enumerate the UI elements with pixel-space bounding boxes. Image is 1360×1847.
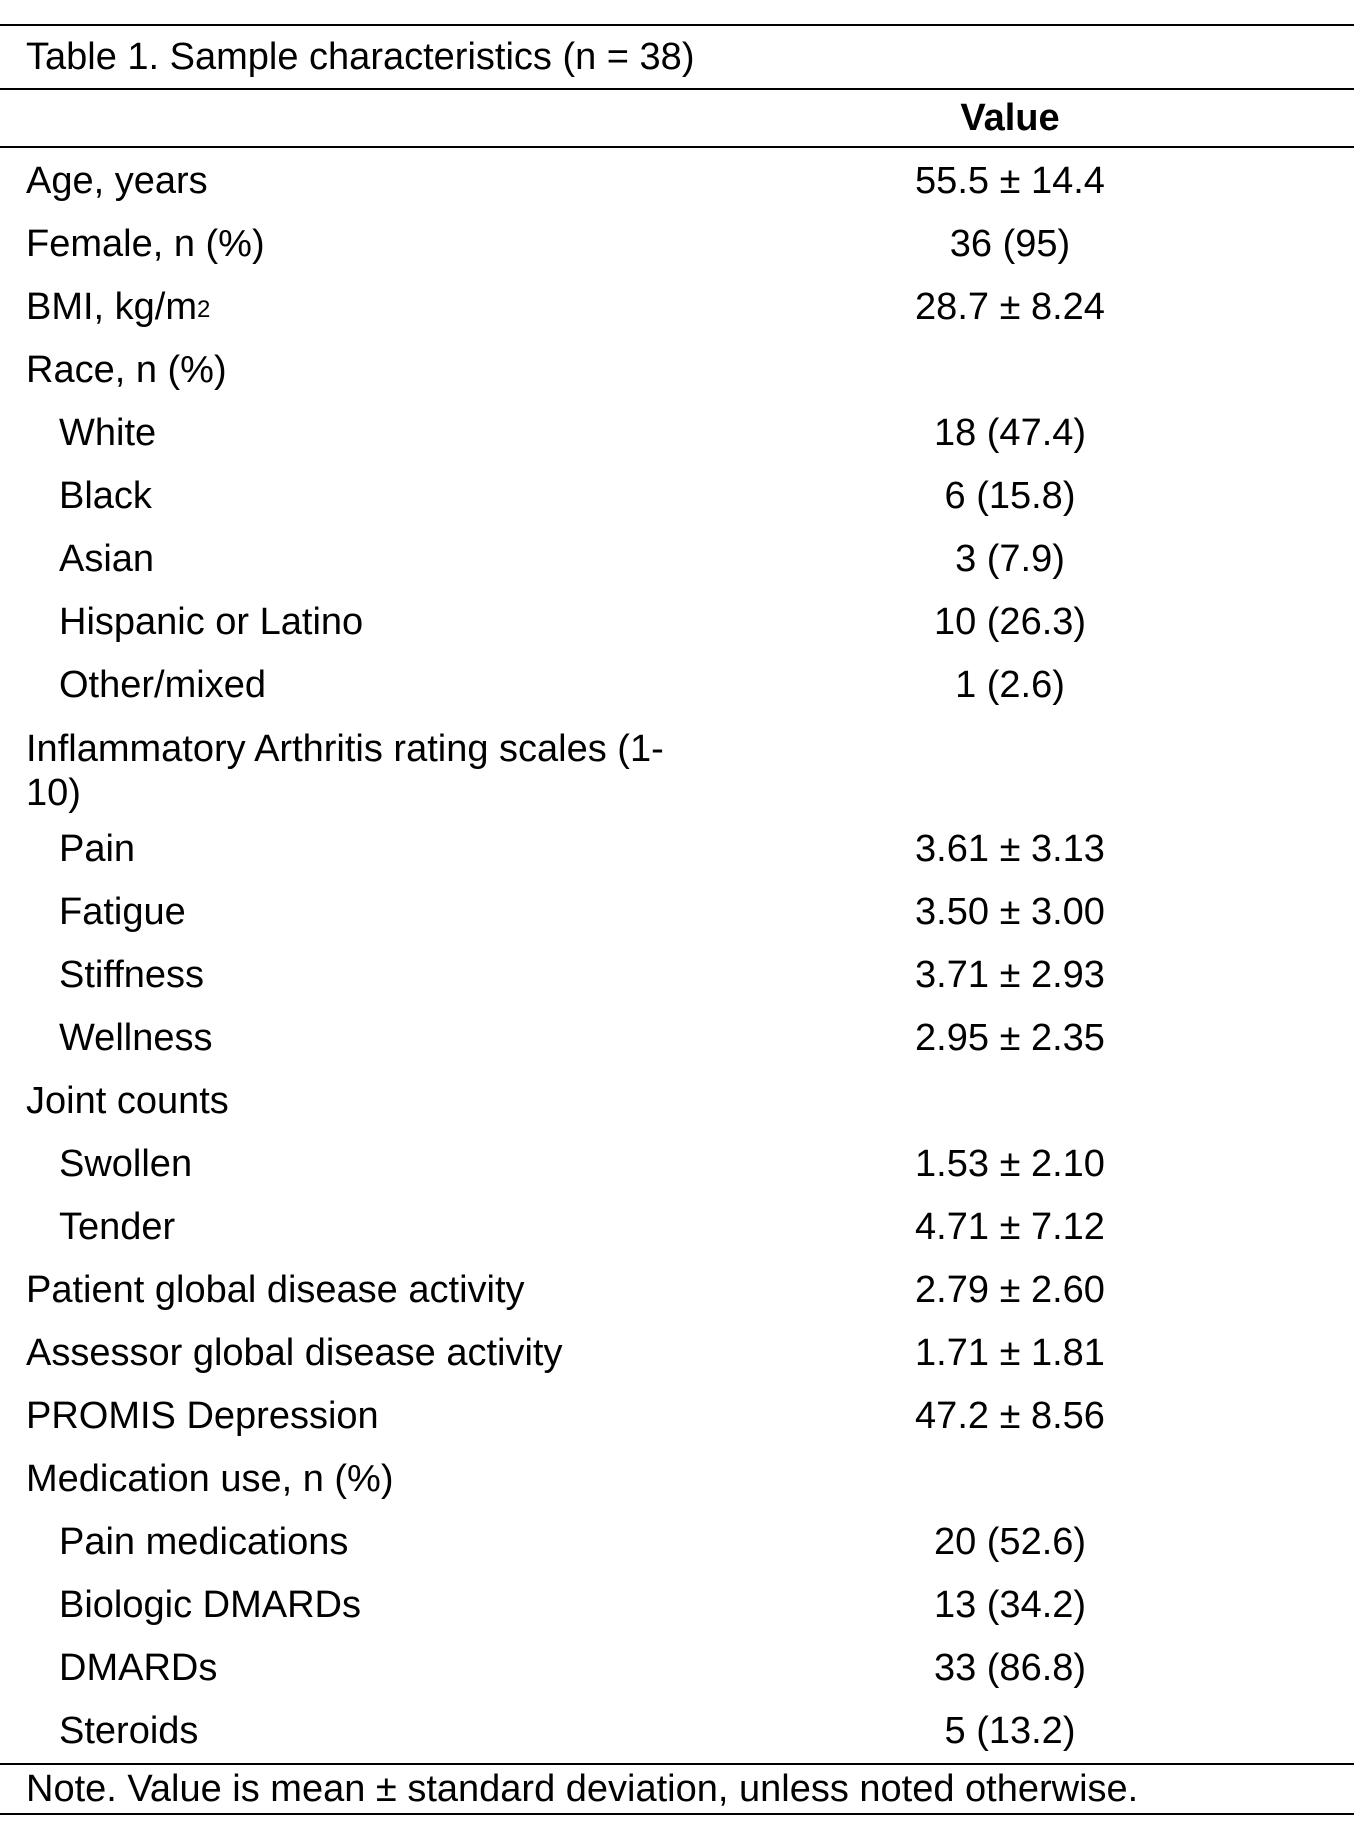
row-label: Asian bbox=[59, 538, 155, 580]
row-value: 33 (86.8) bbox=[933, 1647, 1087, 1689]
row-value: 47.2 ± 8.56 bbox=[915, 1395, 1105, 1437]
row-value: 3.61 ± 3.13 bbox=[915, 828, 1105, 870]
row-label: Joint counts bbox=[26, 1080, 229, 1122]
row-label: PROMIS Depression bbox=[26, 1395, 379, 1437]
row-label: Race, n (%) bbox=[26, 349, 227, 391]
row-label: Black bbox=[59, 475, 152, 517]
row-label: Hispanic or Latino bbox=[59, 601, 364, 643]
row-value: 2.79 ± 2.60 bbox=[915, 1269, 1105, 1311]
table-row bbox=[0, 1574, 1354, 1637]
table-note: Note. Value is mean ± standard deviation, unless noted otherwise. bbox=[26, 1768, 1139, 1810]
table-row bbox=[0, 276, 1354, 339]
row-value: 6 (15.8) bbox=[944, 475, 1076, 517]
table-row-group-header bbox=[0, 717, 1354, 818]
row-label: Steroids bbox=[59, 1710, 199, 1752]
table-row-group-header bbox=[0, 339, 1354, 402]
row-label: DMARDs bbox=[59, 1647, 218, 1689]
row-value: 1 (2.6) bbox=[955, 664, 1065, 706]
row-label: Wellness bbox=[59, 1017, 213, 1059]
row-value: 20 (52.6) bbox=[933, 1521, 1087, 1563]
table-row bbox=[0, 1133, 1354, 1196]
table-row bbox=[0, 1700, 1354, 1763]
row-value: 1.71 ± 1.81 bbox=[915, 1332, 1105, 1374]
row-value: 3.50 ± 3.00 bbox=[915, 891, 1105, 933]
row-value: 36 (95) bbox=[949, 223, 1071, 265]
row-label: Medication use, n (%) bbox=[26, 1458, 394, 1500]
table-header-row bbox=[0, 90, 1354, 146]
row-label: Pain medications bbox=[59, 1521, 349, 1563]
row-label: Fatigue bbox=[59, 891, 186, 933]
row-value: 3 (7.9) bbox=[955, 538, 1065, 580]
row-value: 5 (13.2) bbox=[944, 1710, 1076, 1752]
row-value: 28.7 ± 8.24 bbox=[915, 286, 1105, 328]
row-label: Female, n (%) bbox=[26, 223, 265, 265]
table-row bbox=[0, 1196, 1354, 1259]
table-row bbox=[0, 818, 1354, 881]
table-row bbox=[0, 1259, 1354, 1322]
table-row bbox=[0, 1511, 1354, 1574]
row-value: 4.71 ± 7.12 bbox=[915, 1206, 1105, 1248]
row-label: Tender bbox=[59, 1206, 176, 1248]
row-value: 55.5 ± 14.4 bbox=[915, 160, 1105, 202]
row-label: Swollen bbox=[59, 1143, 193, 1185]
table-row bbox=[0, 591, 1354, 654]
row-value: 18 (47.4) bbox=[933, 412, 1087, 454]
table-row bbox=[0, 402, 1354, 465]
table-row bbox=[0, 1007, 1354, 1070]
row-label bbox=[26, 276, 210, 339]
row-label: Other/mixed bbox=[59, 664, 266, 706]
row-label: Pain bbox=[59, 828, 136, 870]
table-row-group-header bbox=[0, 1448, 1354, 1511]
row-label: Patient global disease activity bbox=[26, 1269, 525, 1311]
table-row bbox=[0, 1637, 1354, 1700]
table-row bbox=[0, 1322, 1354, 1385]
value-column-header: Value bbox=[960, 97, 1060, 139]
bmi-unit-superscript: 2 bbox=[197, 296, 211, 323]
sample-characteristics-table bbox=[0, 24, 1354, 1815]
table-row bbox=[0, 528, 1354, 591]
row-value: 1.53 ± 2.10 bbox=[915, 1143, 1105, 1185]
table-row bbox=[0, 150, 1354, 213]
table-body bbox=[0, 148, 1354, 1763]
table-row bbox=[0, 654, 1354, 717]
row-value: 3.71 ± 2.93 bbox=[915, 954, 1105, 996]
table-row bbox=[0, 944, 1354, 1007]
row-value: 13 (34.2) bbox=[933, 1584, 1087, 1626]
table-row bbox=[0, 1385, 1354, 1448]
row-value: 2.95 ± 2.35 bbox=[915, 1017, 1105, 1059]
row-label: White bbox=[59, 412, 157, 454]
bmi-label-text: BMI, kg/m bbox=[26, 286, 198, 328]
table-row-group-header bbox=[0, 1070, 1354, 1133]
row-label: Stiffness bbox=[59, 954, 205, 996]
row-value: 10 (26.3) bbox=[933, 601, 1087, 643]
table-row bbox=[0, 213, 1354, 276]
table-caption: Table 1. Sample characteristics (n = 38) bbox=[26, 36, 695, 78]
table-row bbox=[0, 881, 1354, 944]
row-label: Assessor global disease activity bbox=[26, 1332, 563, 1374]
note-rule bbox=[0, 1813, 1354, 1815]
row-label: Biologic DMARDs bbox=[59, 1584, 361, 1626]
row-label: Age, years bbox=[26, 160, 208, 202]
table-row bbox=[0, 465, 1354, 528]
row-label: Inflammatory Arthritis rating scales (1-10) bbox=[26, 728, 664, 814]
